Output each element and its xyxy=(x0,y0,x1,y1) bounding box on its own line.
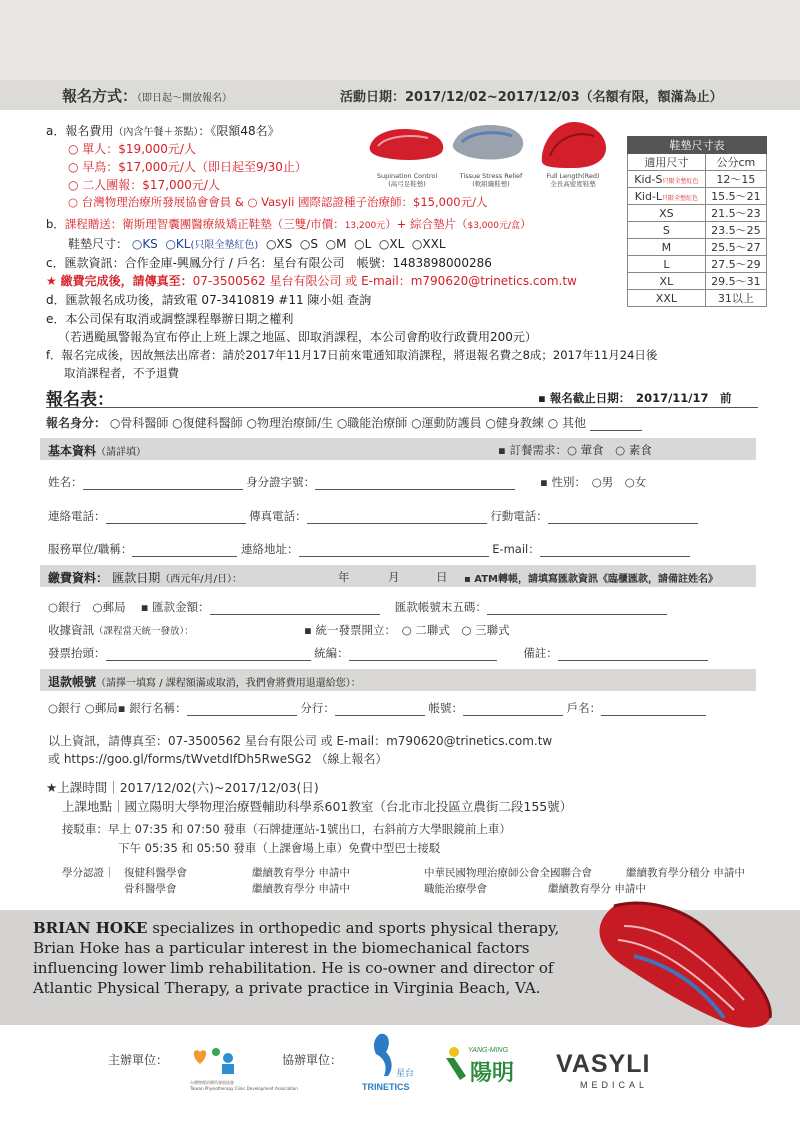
deadline: ▪ 報名截止日期： 2017/11/17 前 xyxy=(538,391,732,405)
supination-control-insole-image xyxy=(366,116,448,172)
size-option-m[interactable]: ○M xyxy=(325,237,347,251)
invoice-title-field[interactable] xyxy=(106,647,311,661)
tissue-stress-relief-insole-image xyxy=(448,114,528,172)
identity-pt[interactable]: ○物理治療師/生 xyxy=(246,416,333,430)
class-place: 上課地點｜國立陽明大學物理治療暨輔助科學系601教室（台北市北投區立農街二段155號） xyxy=(62,799,573,814)
form-title: 報名表： xyxy=(46,390,114,410)
credit-status: 繼續教育學分 申請中 xyxy=(252,867,350,879)
fee-single: ○ 單人：$19,000元/人 xyxy=(68,142,196,156)
size-row: XL xyxy=(628,273,706,290)
refund-title: 退款帳號（請擇一填寫 / 課程額滿或取消，我們會將費用退還給您）： xyxy=(48,675,361,689)
identity-fitness-coach[interactable]: ○健身教練 xyxy=(485,416,544,430)
fee-group: ○ 二人團報：$17,000元/人 xyxy=(68,178,220,192)
credit-status: 繼續教育學分 申請中 xyxy=(252,883,350,895)
host-org-logo xyxy=(190,1044,254,1078)
size-option-kl[interactable]: ○KL xyxy=(165,237,191,251)
size-cm: 23.5～25 xyxy=(705,222,766,239)
size-cm: 21.5～23 xyxy=(705,205,766,222)
branch-field[interactable] xyxy=(335,702,425,716)
receipt-row: 收據資訊（課程當天統一發放）： xyxy=(48,623,194,637)
meal-choice[interactable]: ▪ 訂餐需求：○ 葷食 ○ 素食 xyxy=(498,443,652,457)
inquiry-info: d．匯款報名成功後，請致電 07-3410819 #11 陳小姐 查詢 xyxy=(46,293,372,307)
insole-caption-2: Tissue Stress Relief (軟組織鞋墊) xyxy=(459,172,523,188)
size-row: M xyxy=(628,239,706,256)
fax-field[interactable] xyxy=(307,510,487,524)
divider xyxy=(46,407,758,408)
insole-size-table xyxy=(627,136,767,307)
size-table-title: 鞋墊尺寸表 xyxy=(628,137,767,154)
top-banner xyxy=(0,0,800,80)
invoice-choice[interactable]: ▪ 統一發票開立： ○ 二聯式 ○ 三聯式 xyxy=(304,623,510,637)
identity-other[interactable]: ○ 其他 xyxy=(547,416,587,430)
remittance-info: c．匯款資訊：合作金庫-興鳳分行 / 戶名：星台有限公司 帳號：1483898000286 xyxy=(46,256,492,270)
identity-orthopedic[interactable]: ○骨科醫師 xyxy=(109,416,169,430)
insole-photo xyxy=(574,896,788,1034)
remark-field[interactable] xyxy=(558,647,708,661)
mobile-field[interactable] xyxy=(548,510,698,524)
bank-post-choice[interactable]: ○銀行 ○郵局 xyxy=(48,600,126,614)
name-field[interactable] xyxy=(83,476,243,490)
size-row: Kid-S只限全墊紅色 xyxy=(628,171,706,188)
atm-note: ▪ ATM轉帳，請填寫匯款資訊《臨櫃匯款，請備註姓名》 xyxy=(464,574,719,585)
credits-label: 學分認證｜ xyxy=(62,867,115,879)
email-field[interactable] xyxy=(540,543,690,557)
fee-member: ○ 台灣物理治療所發展協會會員 & ○ Vasyli 國際認證種子治療師：$15,000元/人 xyxy=(68,195,488,209)
size-table-col2: 公分cm xyxy=(705,154,766,171)
basic-info-title: 基本資料（請詳填） xyxy=(48,444,147,458)
full-length-insole-image xyxy=(534,116,612,174)
submit-info-1: 以上資訊，請傳真至：07-3500562 星台有限公司 或 E-mail：m790620@trinetics.com.tw xyxy=(48,734,553,748)
speaker-bio: BRIAN HOKE specializes in orthopedic and sports physical therapy, Brian Hoke has a particular interest in the biomechanical factors influencing lower limb rehabilitation. He is co-owner and director of Atlantic Physical Therapy, a private practice in Virginia Beach, VA. xyxy=(33,919,560,997)
vasyli-name: VASYLI xyxy=(556,1050,651,1078)
bank-name-field[interactable] xyxy=(187,702,297,716)
insole-size-options: 鞋墊尺寸： ○KS ○KL(只限全墊紅色) ○XS ○S ○M ○L ○XL ○XXL xyxy=(68,237,446,251)
typhoon-note: （若遇颱風警報為宣布停止上班上課之地區、即取消課程，本公司會酌收行政費用200元） xyxy=(58,330,537,344)
credit-org: 職能治療學會 xyxy=(424,883,487,895)
credit-org: 骨科醫學會 xyxy=(124,883,177,895)
size-row: S xyxy=(628,222,706,239)
identity-rehab[interactable]: ○復健科醫師 xyxy=(172,416,243,430)
phone-field[interactable] xyxy=(106,510,246,524)
gift-line: b．課程贈送：衛斯理智囊團醫療級矯正鞋墊（三雙/市價：13,200元）+ 綜合墊片（$3,000元/盒） xyxy=(46,217,532,231)
size-option-xl[interactable]: ○XL xyxy=(378,237,405,251)
fee-heading: a．報名費用（內含午餐＋茶點）：《限額48名》 xyxy=(46,124,280,138)
id-number-field[interactable] xyxy=(315,476,515,490)
credit-status: 繼續教育學分積分 申請中 xyxy=(626,867,745,879)
identity-ot[interactable]: ○職能治療師 xyxy=(336,416,408,430)
invoice-row: 發票抬頭： 統編： 備註： xyxy=(48,645,708,661)
size-table-col1: 適用尺寸 xyxy=(628,154,706,171)
payment-method-row: ○銀行 ○郵局 ▪ 匯款金額： 匯款帳號末五碼： xyxy=(48,599,667,615)
size-cm: 29.5～31 xyxy=(705,273,766,290)
identity-row: 報名身分： ○骨科醫師 ○復健科醫師 ○物理治療師/生 ○職能治療師 ○運動防護員 ○健身教練 ○ 其他 xyxy=(46,414,642,431)
refund-bank-post-choice[interactable]: ○銀行 ○郵局 xyxy=(48,701,118,715)
tax-id-field[interactable] xyxy=(349,647,497,661)
phone-row: 連絡電話： 傳真電話： 行動電話： xyxy=(48,508,698,524)
insole-caption-1: Supination Control (高弓足鞋墊) xyxy=(376,172,438,188)
size-option-ks[interactable]: ○KS xyxy=(131,237,158,251)
size-cm: 31以上 xyxy=(705,290,766,307)
vasyli-medical: MEDICAL xyxy=(580,1080,649,1090)
shuttle-morning: 接駁車：早上 07:35 和 07:50 發車（石牌捷運站-1號出口，右斜前方大學眼鏡前上車） xyxy=(62,822,511,836)
yangming-en: YANG-MING xyxy=(468,1047,509,1054)
credit-org: 復健科醫學會 xyxy=(124,867,187,879)
account-name-field[interactable] xyxy=(601,702,706,716)
submit-info-2: 或 https://goo.gl/forms/tWvetdIfDh5RweSG2 （線上報名） xyxy=(48,752,388,766)
shuttle-afternoon: 下午 05:35 和 05:50 發車（上課會場上車）免費中型巴士接駁 xyxy=(118,841,441,855)
event-date: 活動日期：2017/12/02~2017/12/03（名額有限，額滿為止） xyxy=(340,90,723,105)
org-row: 服務單位/職稱： 連絡地址： E-mail： xyxy=(48,541,690,557)
refund-row: ○銀行 ○郵局▪ 銀行名稱： 分行： 帳號： 戶名： xyxy=(48,700,706,716)
host-label: 主辦單位： xyxy=(108,1053,169,1067)
class-time: ★上課時間｜2017/12/02(六)~2017/12/03(日) xyxy=(46,780,319,795)
org-field[interactable] xyxy=(132,543,237,557)
size-cm: 25.5～27 xyxy=(705,239,766,256)
size-row: XXL xyxy=(628,290,706,307)
host-org-name: 台灣物理治療所發展協會 Taiwan Physiotherapy Clinic Development Association xyxy=(190,1080,298,1091)
refund-policy-2: 取消課程者，不予退費 xyxy=(64,366,179,380)
year-label: 年 xyxy=(338,570,350,584)
address-field[interactable] xyxy=(299,543,489,557)
rights-note: e．本公司保有取消或調整課程舉辦日期之權利 xyxy=(46,312,294,326)
fax-instruction: ★ 繳費完成後，請傳真至：07-3500562 星台有限公司 或 E-mail：m790620@trinetics.com.tw xyxy=(46,274,577,288)
size-option-l[interactable]: ○L xyxy=(354,237,372,251)
size-option-s[interactable]: ○S xyxy=(299,237,318,251)
size-cm: 15.5～21 xyxy=(705,188,766,205)
registration-method-title: 報名方式：（即日起～開放報名） xyxy=(62,87,233,105)
amount-field[interactable] xyxy=(210,601,380,615)
co-label: 協辦單位： xyxy=(282,1053,343,1067)
size-cm: 27.5～29 xyxy=(705,256,766,273)
name-row: 姓名： 身分證字號： xyxy=(48,474,515,490)
size-cm: 12～15 xyxy=(705,171,766,188)
account-field[interactable] xyxy=(463,702,563,716)
month-label: 月 xyxy=(388,570,400,584)
size-row: L xyxy=(628,256,706,273)
size-option-xxl[interactable]: ○XXL xyxy=(411,237,446,251)
insole-caption-3: Full Length(Red) 全長高密度鞋墊 xyxy=(546,172,600,188)
size-row: XS xyxy=(628,205,706,222)
size-option-xs[interactable]: ○XS xyxy=(265,237,293,251)
identity-athletic-trainer[interactable]: ○運動防護員 xyxy=(411,416,482,430)
day-label: 日 xyxy=(436,570,448,584)
payment-title: 繳費資料： 匯款日期（西元年/月/日）： xyxy=(48,571,242,585)
account-last5-field[interactable] xyxy=(487,601,667,615)
refund-policy: f．報名完成後，因故無法出席者：請於2017年11月17日前來電通知取消課程，將退報名費之8成；2017年11月24日後 xyxy=(46,348,658,362)
trinetics-cn: 星台 xyxy=(396,1068,415,1078)
size-row: Kid-L只限全墊紅色 xyxy=(628,188,706,205)
yangming-name: 陽明 xyxy=(470,1060,515,1085)
credit-status: 繼續教育學分 申請中 xyxy=(548,883,646,895)
fee-early-bird: ○ 早鳥：$17,000元/人（即日起至9/30止） xyxy=(68,160,307,174)
trinetics-name: TRINETICS xyxy=(362,1082,410,1092)
gender-choice[interactable]: ▪ 性別： ○男 ○女 xyxy=(540,475,647,489)
identity-other-field[interactable] xyxy=(590,417,642,431)
credit-org: 中華民國物理治療師公會全國聯合會 xyxy=(424,867,592,879)
